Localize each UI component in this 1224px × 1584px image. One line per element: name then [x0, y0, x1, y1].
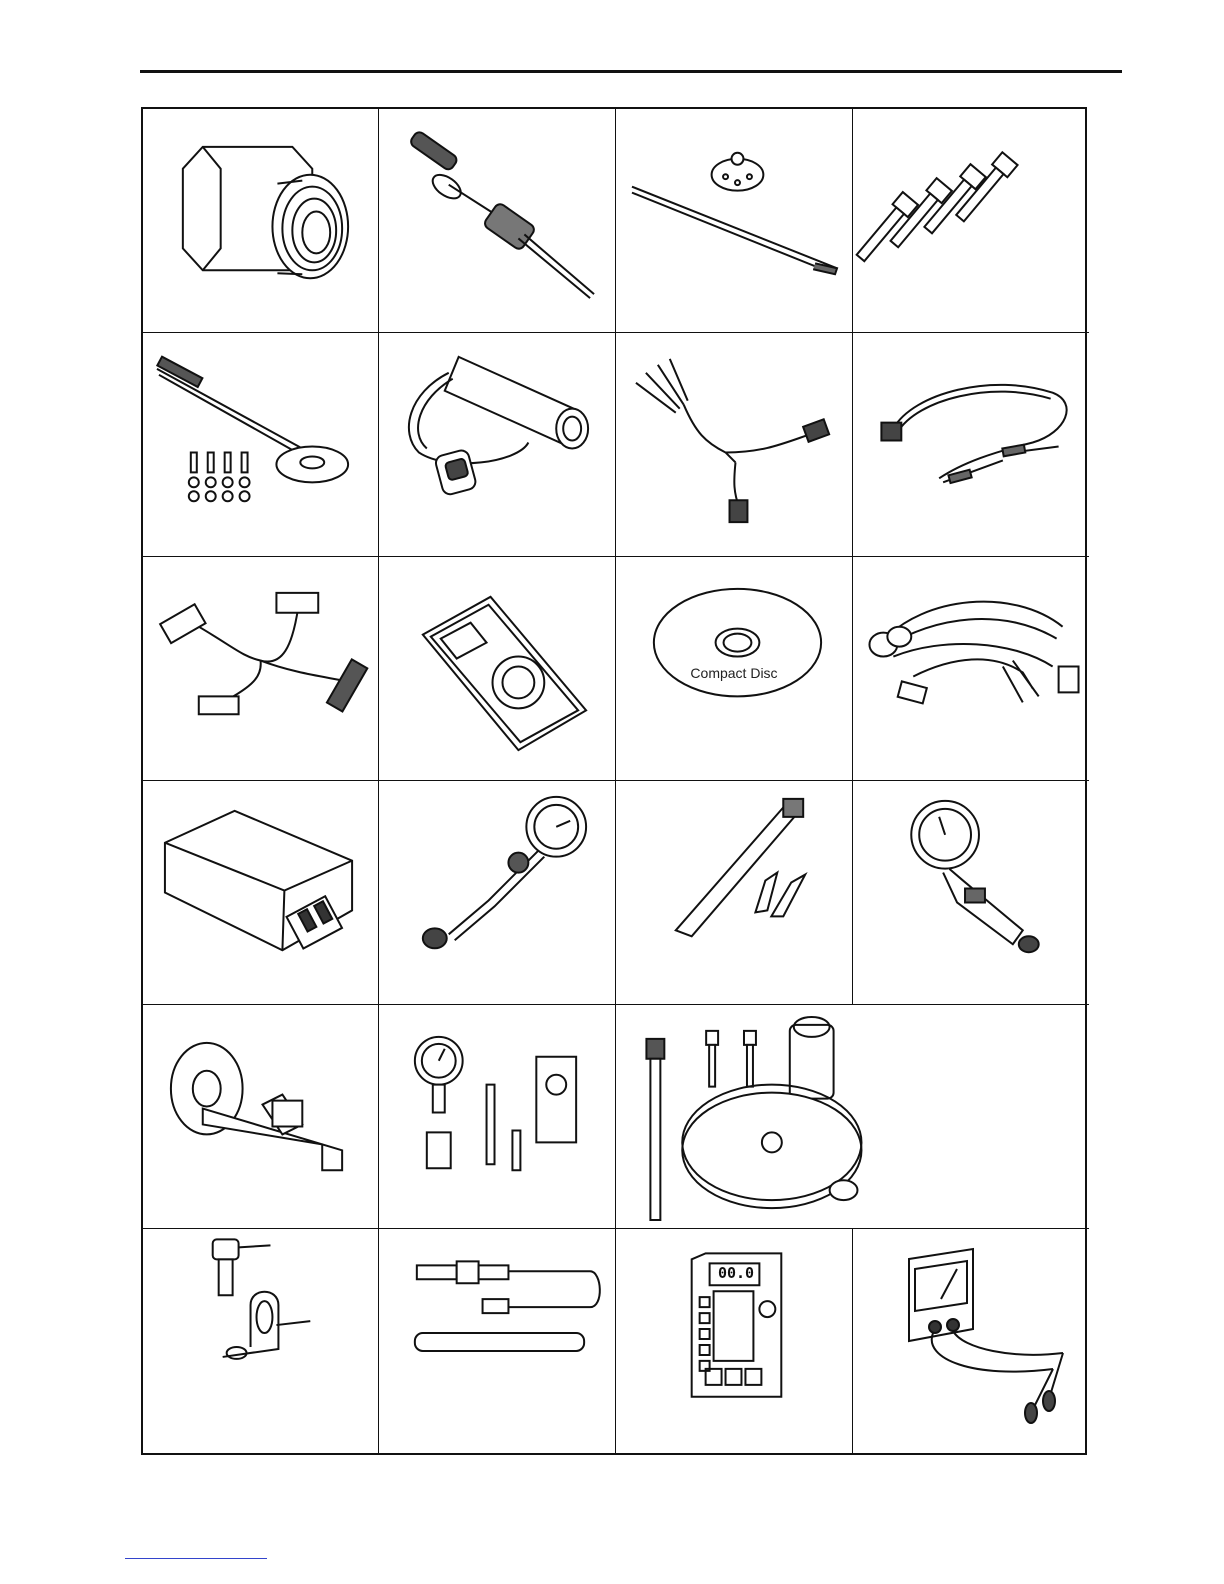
cell-dial-indicator-kit — [379, 1005, 616, 1229]
threaded-adapter-icon — [143, 109, 378, 332]
cell-oxygen-sensor-tool — [379, 1229, 616, 1453]
puller-kit-icon — [143, 333, 378, 556]
analog-meter-icon — [853, 1229, 1089, 1453]
flywheel-holder-icon — [143, 1005, 378, 1228]
test-lead-icon — [853, 333, 1089, 556]
bolt-bracket-icon — [143, 1229, 378, 1453]
plate-puller-kit-icon — [616, 1005, 1089, 1228]
cell-test-harness — [616, 333, 853, 557]
special-tools-grid — [141, 107, 1087, 1455]
cell-puller-kit — [143, 333, 379, 557]
cell-digital-tester — [616, 1229, 853, 1453]
pressure-gauge-icon — [853, 781, 1089, 1004]
cell-adapter — [143, 109, 379, 333]
flywheel-puller-icon — [616, 109, 852, 332]
digital-tester-icon — [616, 1229, 852, 1453]
cell-multimeter — [379, 557, 616, 781]
cell-compression-gauge — [379, 781, 616, 1005]
cell-bolt-set — [853, 109, 1089, 333]
cell-timing-light — [379, 333, 616, 557]
cell-ecu-harness — [143, 557, 379, 781]
cell-pressure-gauge — [853, 781, 1089, 1005]
cell-slide-hammer — [379, 109, 616, 333]
drift-set-icon — [616, 781, 852, 1004]
cell-plate-puller-kit — [616, 1005, 1089, 1229]
cell-analog-meter — [853, 1229, 1089, 1453]
multimeter-icon — [379, 557, 615, 780]
oxygen-sensor-tool-icon — [379, 1229, 615, 1453]
control-module-icon — [143, 781, 378, 1004]
cell-control-module — [143, 781, 379, 1005]
sensor-harness-icon — [853, 557, 1089, 780]
compression-gauge-icon — [379, 781, 615, 1004]
test-harness-icon — [616, 333, 852, 556]
cell-sensor-harness — [853, 557, 1089, 781]
cell-flywheel-puller — [616, 109, 853, 333]
compact-disc-label: Compact Disc — [690, 665, 778, 681]
cell-flywheel-holder — [143, 1005, 379, 1229]
cell-compact-disc — [616, 557, 853, 781]
footer-link-underline[interactable] — [125, 1558, 267, 1559]
digital-tester-display: 00.0 — [717, 1264, 755, 1282]
cell-test-lead — [853, 333, 1089, 557]
bolt-set-icon — [853, 109, 1089, 332]
slide-hammer-icon — [379, 109, 615, 332]
cell-bolt-bracket — [143, 1229, 379, 1453]
dial-indicator-kit-icon — [379, 1005, 615, 1228]
timing-light-icon — [379, 333, 615, 556]
header-rule — [140, 70, 1122, 73]
cell-drift-set — [616, 781, 853, 1005]
ecu-harness-icon — [143, 557, 378, 780]
